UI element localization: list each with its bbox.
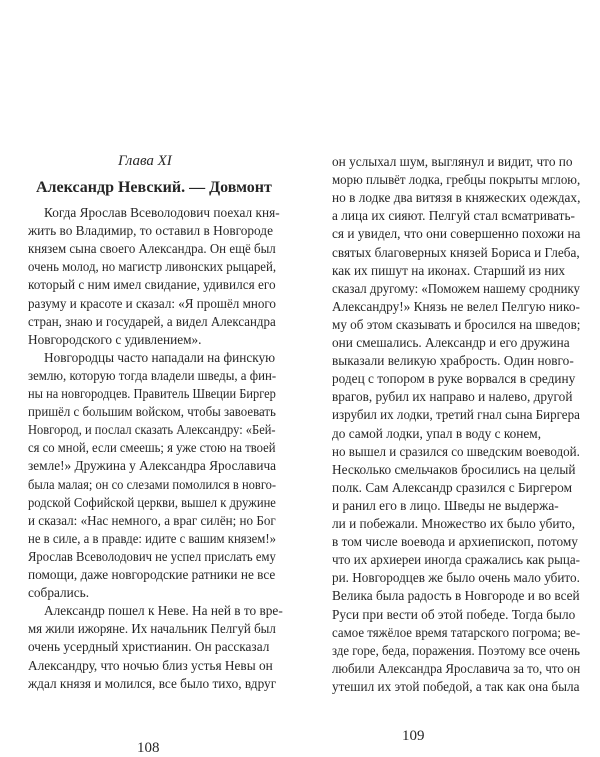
text-line: святых благоверных князей Бориса и Глеба, (332, 244, 580, 260)
text-line: Руси при вести об этой победе. Тогда было (332, 606, 576, 622)
text-line: разуму и красоте и сказал: «Я прошёл много (28, 295, 276, 311)
text-line: земле!» Дружина у Александра Ярославича (28, 458, 277, 474)
text-line: Новгород, и послал сказать Александру: «Бей- (28, 422, 276, 438)
text-line: полк. Сам Александр сразился с Биргером (332, 479, 572, 495)
text-line: ри. Новгородцев же было очень мало убито. (332, 570, 580, 586)
text-line: была малая; он со слезами помолился в новго- (28, 476, 277, 492)
text-line: до самой лодки, упал в воду с конем, (332, 425, 542, 441)
text-line: му об этом сказывать и бросился на шведов; (332, 316, 581, 332)
text-line: в том числе воевода и архиепископ, потому (332, 534, 578, 550)
text-line: но вышел и сразился со шведским воеводой. (332, 443, 580, 459)
text-line: сказал другому: «Поможем нашему сроднику (332, 280, 580, 296)
text-line: Александру, что ночью близ устья Невы он (28, 657, 273, 673)
text-line: морю плывёт лодка, гребцы покрыты мглою, (332, 172, 581, 188)
text-line: мя жили ижоряне. Их начальник Пелгуй был (28, 621, 276, 637)
chapter-label: Глава XI (118, 153, 172, 169)
text-line: и сказал: «Нас немного, а враг силён; но Бог (28, 512, 276, 528)
chapter-title: Александр Невский. — Довмонт (36, 179, 272, 196)
text-line: и ранил его в лицо. Шведы не выдержа- (332, 497, 559, 513)
text-line: Когда Ярослав Всеволодович поехал кня- (44, 205, 280, 220)
text-line: утешил их этой победой, а так как она была (332, 678, 580, 694)
text-line: жить во Владимир, то оставил в Новгороде (28, 223, 273, 239)
text-line: Ярослав Всеволодович не успел прислать ему (28, 548, 276, 564)
text-line: но в лодке два витязя в княжеских одеждах, (332, 190, 581, 206)
text-line: он услыхал шум, выглянул и видит, что по (332, 154, 573, 169)
text-line: выказали великую храбрость. Один новго- (332, 353, 574, 369)
text-line: Несколько смельчаков бросились на целый (332, 461, 576, 477)
text-line: Велика была радость в Новгороде и во всей (332, 588, 580, 604)
text-line: который с ним имел свидание, удивился его (28, 277, 276, 293)
text-line: землю, которую тогда владели шведы, а фин- (28, 367, 277, 383)
text-line: родской Софийской церкви, вышел к дружине (28, 494, 276, 510)
text-line: ждал князя и молился, все было тихо, вдруг (28, 675, 277, 691)
text-line: как их пишут на иконах. Старший из них (332, 262, 566, 278)
text-line: пришёл с большим войском, чтобы завоевать (28, 404, 276, 420)
text-line: зде горе, беда, поражения. Поэтому все очень (332, 642, 580, 658)
text-line: Александр пошел к Неве. На ней в то вре- (44, 603, 283, 619)
text-line: врагов, рубил их направо и налево, другой (332, 389, 573, 405)
right-page (300, 0, 600, 750)
text-line: князем сына своего Александра. Он ещё был (28, 241, 276, 257)
page-number-right: 109 (402, 728, 425, 744)
text-line: Александру!» Князь не велел Пелгую нико- (332, 298, 580, 314)
text-line: не в силе, а в правде: идите с вашим князем!» (28, 530, 276, 546)
text-line: собрались. (28, 585, 90, 601)
text-line: родец с топором в руке ворвался в средину (332, 371, 576, 387)
text-line: а лица их сияют. Пелгуй стал всматривать- (332, 208, 575, 224)
text-line: изрубил их лодки, третий гнал сына Биргера (332, 407, 580, 423)
text-line: они смешались. Александр и его дружина (332, 335, 570, 350)
text-line: очень молод, но магистр ливонских рыцарей, (28, 259, 277, 275)
text-line: помощи, даже новгородские ратники не все (28, 567, 276, 582)
text-line: ли и побежали. Множество их было убито, (332, 516, 576, 531)
text-line: ны на новгородцев. Правитель Швеции Биргер (28, 386, 276, 401)
text-line: Новгородцы часто нападали на финскую (44, 349, 276, 365)
text-line: самое тяжёлое время татарского погрома; ве- (332, 624, 581, 640)
text-line: что их архиереи иногда сражались как рыца- (332, 552, 580, 568)
text-line: ся со мной, если смеешь; я уже стою на твоей (28, 440, 276, 456)
left-page (0, 0, 300, 756)
text-line: очень усердный христианин. Он рассказал (28, 639, 270, 655)
page-number-left: 108 (137, 740, 160, 756)
text-line: Новгородского с удивлением». (28, 331, 202, 347)
text-line: стран, знаю и государей, а видел Александра (28, 313, 276, 329)
text-line: любили Александра Ярославича за то, что он (332, 660, 581, 676)
text-line: ся и увидел, что они совершенно похожи на (332, 226, 581, 242)
